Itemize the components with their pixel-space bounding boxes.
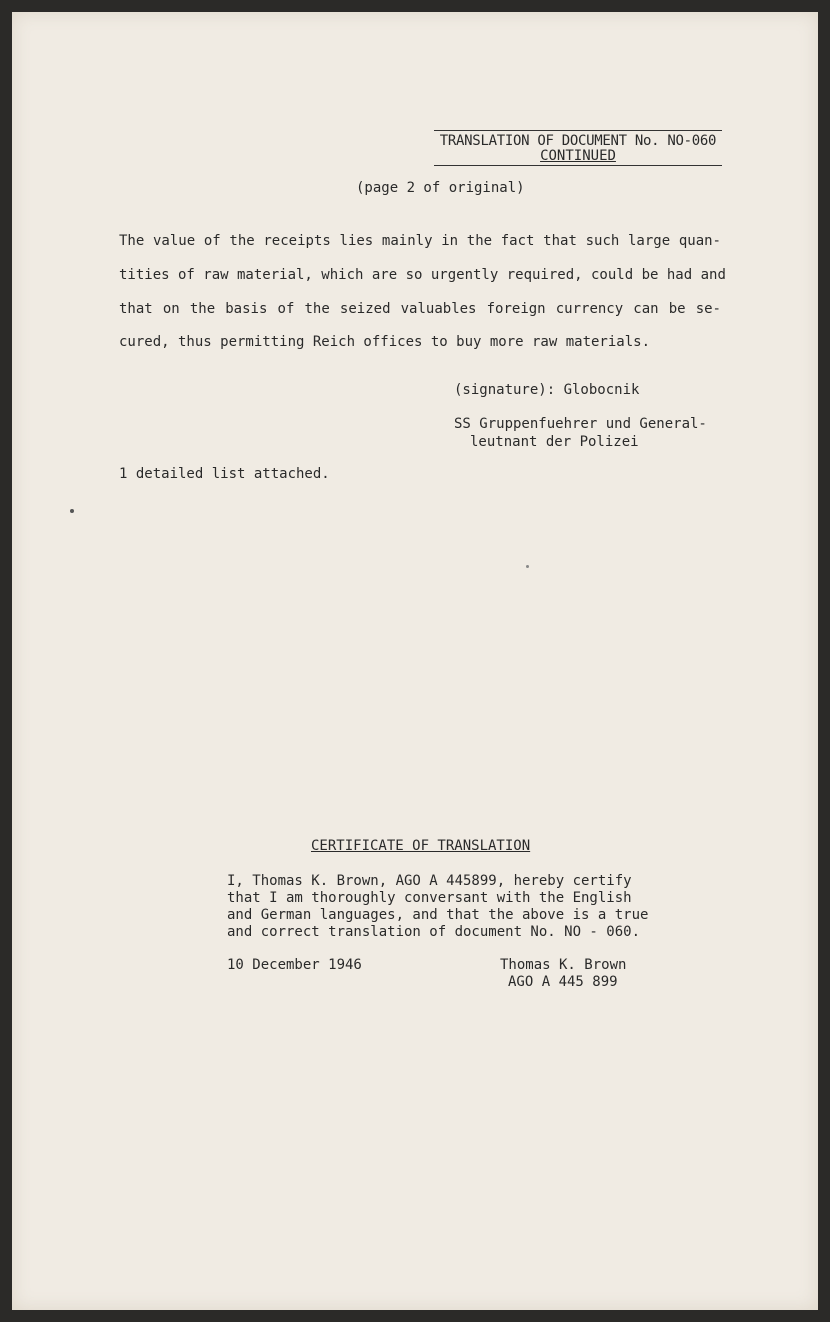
signature-title-1: SS Gruppenfuehrer und General- bbox=[454, 416, 707, 432]
signer-name: Thomas K. Brown bbox=[500, 957, 627, 973]
header-continued: CONTINUED bbox=[540, 148, 616, 164]
certificate-line-1: I, Thomas K. Brown, AGO A 445899, hereby certify bbox=[227, 873, 632, 889]
document-header bbox=[434, 130, 722, 166]
document-page bbox=[12, 12, 818, 1310]
certificate-date: 10 December 1946 bbox=[227, 957, 362, 973]
certificate-heading: CERTIFICATE OF TRANSLATION bbox=[311, 838, 531, 854]
page-note: (page 2 of original) bbox=[356, 180, 525, 196]
header-title: TRANSLATION OF DOCUMENT No. NO-060 bbox=[439, 133, 717, 149]
certificate-line-4: and correct translation of document No. NO - 060. bbox=[227, 924, 641, 940]
header-bottom-rule bbox=[434, 165, 722, 166]
signer-id: AGO A 445 899 bbox=[508, 974, 618, 990]
attachment-note: 1 detailed list attached. bbox=[119, 466, 330, 482]
signature-line: (signature): Globocnik bbox=[454, 382, 640, 398]
certificate-line-2: that I am thoroughly conversant with the English bbox=[227, 890, 632, 906]
body-line-4: cured, thus permitting Reich offices to buy more raw materials. bbox=[119, 334, 651, 350]
paper-speck bbox=[526, 565, 529, 568]
body-line-2: tities of raw material, which are so urgently required, could be had and bbox=[119, 267, 726, 283]
certificate-line-3: and German languages, and that the above is a true bbox=[227, 907, 649, 923]
paper-speck bbox=[70, 509, 74, 513]
body-line-3: that on the basis of the seized valuables foreign currency can be se- bbox=[119, 301, 721, 317]
signature-title-2: leutnant der Polizei bbox=[470, 434, 639, 450]
body-line-1: The value of the receipts lies mainly in the fact that such large quan- bbox=[119, 233, 721, 249]
